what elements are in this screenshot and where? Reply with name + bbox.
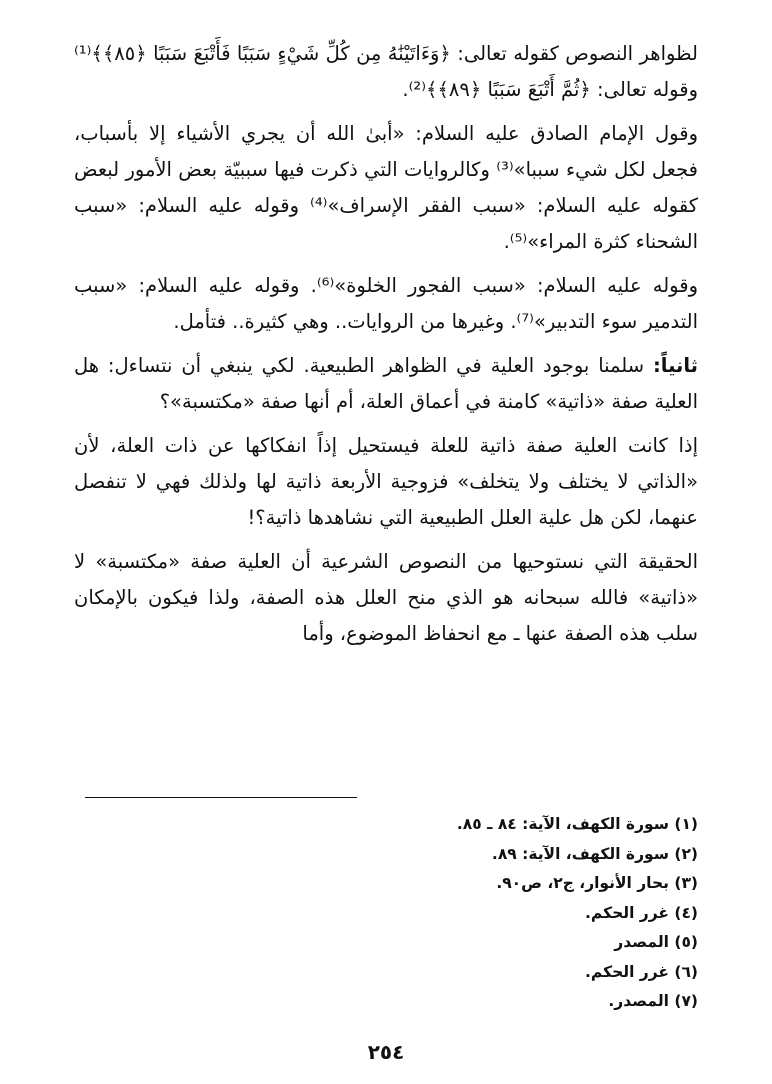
paragraph-text: سلمنا بوجود العلية في الظواهر الطبيعية. لكي ينبغي أن نتساءل: هل العلية صفة «ذاتية» كامنة في أعماق العلة، أم أنها صفة «مكتسبة»؟ — [74, 354, 698, 413]
page-number: ٢٥٤ — [367, 1040, 405, 1064]
paragraph-2 — [74, 116, 698, 260]
footnote-3: (٣) بحار الأنوار، ج٢، ص٩٠. — [496, 874, 698, 892]
footnote-6: (٦) غرر الحكم. — [585, 962, 698, 981]
paragraph-text: الحقيقة التي نستوحيها من النصوص الشرعية أن العلية صفة «مكتسبة» لا «ذاتية» فالله سبحانه هو الذي منح العلل هذه الصفة، ولذا فيكون بالإمكان سلب هذه الصفة عنها ـ مع انحفاظ الموضوع، وأما — [74, 550, 698, 645]
paragraph-3 — [74, 268, 698, 340]
paragraph-text: إذا كانت العلية صفة ذاتية للعلة فيستحيل إذاً انفكاكها عن ذات العلة، لأن «الذاتي لا يختلف ولا يتخلف» فزوجية الأربعة ذاتية لها ولذلك فهي لا تنفصل عنهما، لكن هل علية العلل الطبيعية التي نشاهدها ذاتية؟! — [74, 434, 698, 529]
footnote-1: (١) سورة الكهف، الآية: ٨٤ ـ ٨٥. — [456, 815, 698, 833]
paragraph-4 — [74, 348, 698, 420]
footnotes — [298, 810, 698, 1017]
paragraph-1 — [74, 36, 698, 108]
main-text — [74, 36, 698, 660]
footnote-5: (٥) المصدر — [614, 933, 698, 951]
paragraph-5 — [74, 428, 698, 536]
paragraph-lead: ثانياً: — [652, 354, 698, 377]
paragraph-6 — [74, 544, 698, 652]
footnote-7: (٧) المصدر. — [608, 992, 698, 1010]
paragraph-text: وقوله عليه السلام: «سبب الفجور الخلوة»⁽⁶⁾. وقوله عليه السلام: «سبب التدمير سوء التدبير»⁽⁷⁾. وغيرها من الروايات.. وهي كثيرة.. فتأمل. — [74, 274, 698, 333]
paragraph-text: لظواهر النصوص كقوله تعالى: ﴿وَءَاتَيْنَٰهُ مِن كُلِّ شَيْءٍ سَبَبًا فَأَتْبَعَ سَبَبًا ﴿٨٥﴾﴾⁽¹⁾ وقوله تعالى: ﴿ثُمَّ أَتْبَعَ سَبَبًا ﴿٨٩﴾﴾⁽²⁾. — [74, 42, 698, 101]
paragraph-text: وقول الإمام الصادق عليه السلام: «أبىٰ الله أن يجري الأشياء إلا بأسباب، فجعل لكل شيء سببا»⁽³⁾ وكالروايات التي ذكرت فيها سببيّة بعض الأمور لبعض كقوله عليه السلام: «سبب الفقر الإسراف»⁽⁴⁾ وقوله عليه السلام: «سبب الشحناء كثرة المراء»⁽⁵⁾. — [74, 122, 698, 253]
footnote-2: (٢) سورة الكهف، الآية: ٨٩. — [491, 844, 698, 863]
footnote-4: (٤) غرر الحكم. — [585, 903, 698, 922]
footnote-divider — [85, 797, 357, 798]
